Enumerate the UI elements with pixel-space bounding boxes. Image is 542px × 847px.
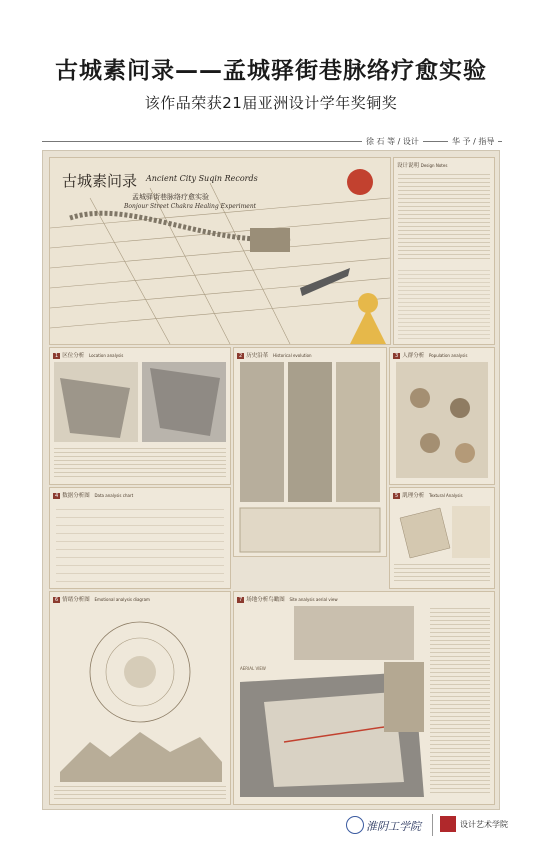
- footer-divider: [432, 814, 433, 836]
- section-heading-location: 1 区位分析 Location analysis: [55, 353, 124, 359]
- textural-analysis-panel: [389, 487, 495, 589]
- site-analysis-panel: [233, 591, 495, 805]
- emotional-analysis-panel: [49, 591, 231, 805]
- aerial-view-label: AERIAL VIEW: [240, 666, 266, 671]
- designer-credit: 徐 石 等 / 设计: [362, 136, 423, 147]
- section-heading-history: 2 历史沿革 Historical evolution: [239, 353, 312, 359]
- advisor-credit: 华 予 / 指导: [448, 136, 498, 147]
- texture-text: [394, 562, 490, 584]
- poster-title-cn: 古城素问录: [62, 172, 138, 190]
- poster-subtitle-en: Bonjour Street Chakra Healing Experiment: [124, 203, 257, 210]
- location-text: [54, 446, 226, 480]
- section-heading-data: 4 数据分析图 Data analysis chart: [55, 493, 134, 499]
- school-logo-text: 设计艺术学院: [460, 820, 508, 829]
- site-text: [430, 606, 490, 796]
- design-notes-heading: 设计说明 Design Notes: [397, 163, 448, 169]
- hero-illustration: [49, 157, 391, 345]
- section-heading-site: 7 场地分析鸟瞰图 Site analysis aerial view: [239, 597, 338, 603]
- design-notes-text: [398, 172, 490, 262]
- section-heading-emotion: 6 情绪分析图 Emotional analysis diagram: [55, 597, 150, 603]
- university-logo-text: 淮阴工学院: [366, 820, 421, 833]
- data-table: [56, 504, 224, 582]
- data-analysis-panel: [49, 487, 231, 589]
- population-figures: [390, 348, 494, 484]
- footer-logos: [346, 812, 526, 840]
- emotion-wheel: [50, 592, 230, 804]
- poster-title-en: Ancient City Suqin Records: [146, 174, 258, 183]
- history-illustrations: [234, 348, 386, 556]
- design-poster: [42, 150, 500, 810]
- school-logo-icon: [440, 816, 456, 832]
- page-title: 古城素问录——孟城驿街巷脉络疗愈实验: [55, 58, 487, 84]
- emotion-text: [54, 784, 226, 800]
- design-notes-panel: [393, 157, 495, 345]
- credits-divider: [42, 141, 502, 142]
- design-notes-text-en: [398, 268, 490, 340]
- poster-subtitle-cn: 孟城驿街巷脉络疗愈实验: [132, 193, 209, 201]
- award-subtitle: 该作品荣获21届亚洲设计学年奖铜奖: [144, 94, 398, 112]
- location-analysis-panel: [49, 347, 231, 485]
- university-logo-icon: [346, 816, 364, 834]
- population-analysis-panel: [389, 347, 495, 485]
- section-heading-population: 3 人群分析 Population analysis: [395, 353, 468, 359]
- section-heading-texture: 5 肌理分析 Textural Analysis: [395, 493, 463, 499]
- historical-evolution-panel: [233, 347, 387, 557]
